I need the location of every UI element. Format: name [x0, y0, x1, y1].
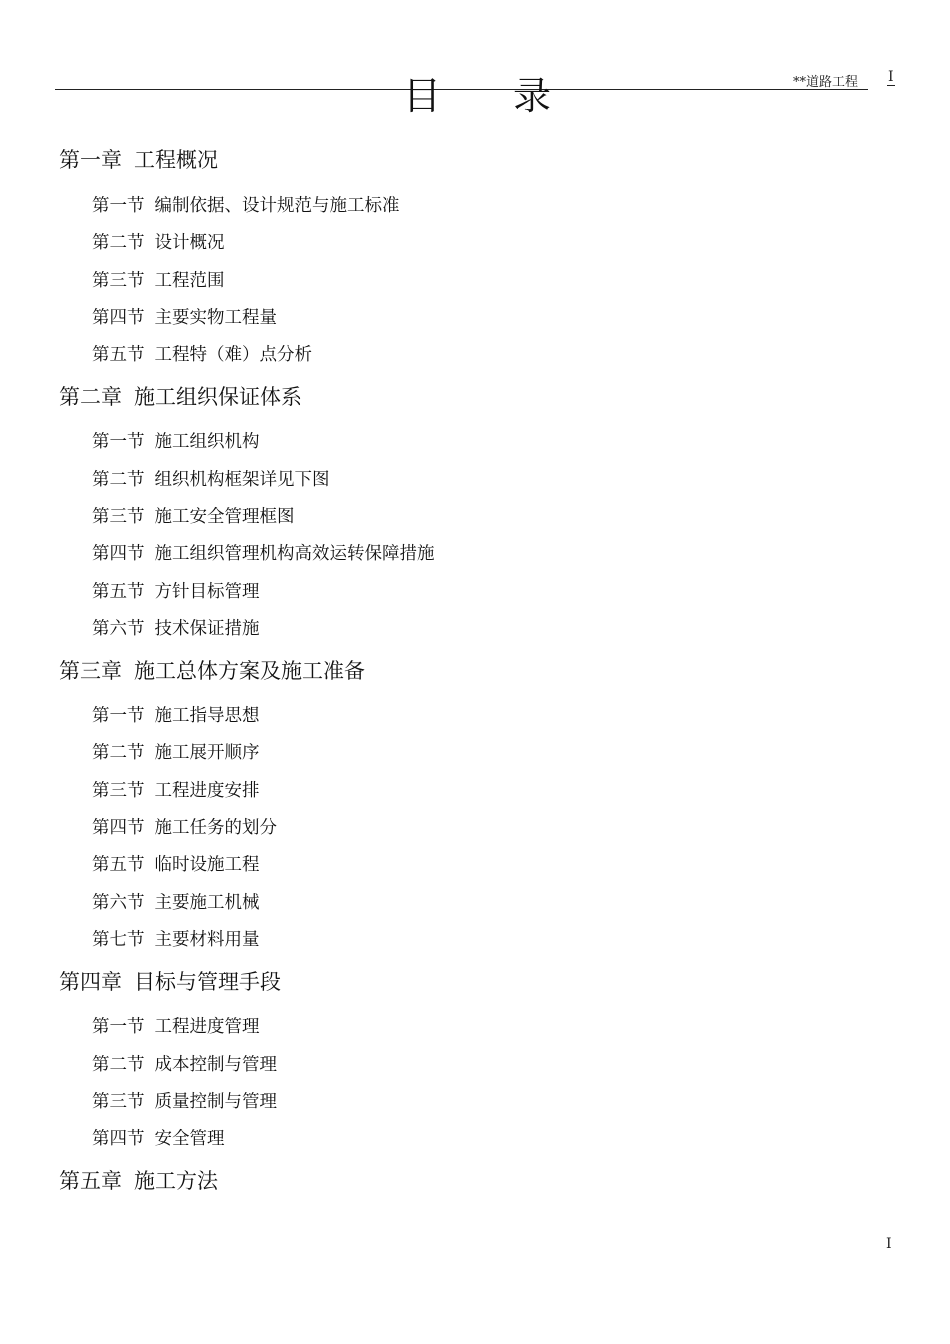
- toc-section-title: 施工展开顺序: [154, 743, 260, 763]
- toc-chapter[interactable]: [59, 147, 218, 173]
- toc-section[interactable]: [92, 742, 260, 764]
- toc-section-number: 第四节: [92, 308, 145, 328]
- toc-section-title: 组织机构框架详见下图: [154, 470, 330, 490]
- toc-section-number: 第五节: [92, 582, 145, 602]
- toc-section[interactable]: [92, 892, 260, 914]
- header-page-number: I: [888, 69, 894, 85]
- toc-section-title: 主要实物工程量: [154, 308, 277, 328]
- toc-section-title: 安全管理: [154, 1129, 225, 1149]
- toc-section[interactable]: [92, 854, 260, 876]
- toc-section-title: 主要施工机械: [154, 893, 260, 913]
- toc-chapter[interactable]: [59, 969, 281, 995]
- toc-chapter-number: 第二章: [59, 385, 122, 409]
- toc-section-title: 临时设施工程: [154, 855, 260, 875]
- toc-section-number: 第五节: [92, 855, 145, 875]
- toc-section[interactable]: [92, 817, 277, 839]
- toc-section-number: 第四节: [92, 544, 145, 564]
- toc-section[interactable]: [92, 1016, 260, 1038]
- toc-section[interactable]: [92, 431, 260, 453]
- toc-section[interactable]: [92, 618, 260, 640]
- toc-section[interactable]: [92, 1054, 277, 1076]
- toc-chapter-number: 第三章: [59, 659, 122, 683]
- toc-chapter-title: 施工方法: [134, 1169, 218, 1193]
- toc-section-number: 第三节: [92, 271, 145, 291]
- footer-page-number: I: [886, 1236, 892, 1252]
- toc-section[interactable]: [92, 270, 225, 292]
- toc-section-number: 第二节: [92, 1055, 145, 1075]
- toc-section-title: 工程范围: [154, 271, 225, 291]
- toc-section[interactable]: [92, 1128, 225, 1150]
- toc-chapter[interactable]: [59, 1168, 218, 1194]
- toc-section-title: 施工任务的划分: [154, 818, 277, 838]
- toc-chapter-title: 施工总体方案及施工准备: [134, 659, 365, 683]
- toc-section-number: 第一节: [92, 706, 145, 726]
- toc-section-number: 第五节: [92, 345, 145, 365]
- toc-section-title: 成本控制与管理: [154, 1055, 277, 1075]
- toc-section-number: 第二节: [92, 743, 145, 763]
- toc-section-number: 第一节: [92, 196, 145, 216]
- toc-section-title: 施工指导思想: [154, 706, 260, 726]
- toc-section-title: 工程进度安排: [154, 781, 260, 801]
- toc-section-number: 第三节: [92, 781, 145, 801]
- toc-section-number: 第七节: [92, 930, 145, 950]
- toc-section-number: 第三节: [92, 1092, 145, 1112]
- toc-section[interactable]: [92, 1091, 277, 1113]
- toc-section-title: 方针目标管理: [154, 582, 260, 602]
- toc-section-number: 第六节: [92, 619, 145, 639]
- toc-section-number: 第二节: [92, 470, 145, 490]
- toc-chapter-number: 第五章: [59, 1169, 122, 1193]
- toc-chapter[interactable]: [59, 384, 302, 410]
- toc-section[interactable]: [92, 195, 400, 217]
- toc-section-title: 设计概况: [154, 233, 225, 253]
- toc-section-title: 工程进度管理: [154, 1017, 260, 1037]
- toc-chapter-title: 施工组织保证体系: [134, 385, 302, 409]
- toc-section-title: 质量控制与管理: [154, 1092, 277, 1112]
- toc-section[interactable]: [92, 929, 260, 951]
- toc-section-number: 第一节: [92, 1017, 145, 1037]
- toc-section-title: 主要材料用量: [154, 930, 260, 950]
- toc-section[interactable]: [92, 780, 260, 802]
- toc-section-number: 第四节: [92, 1129, 145, 1149]
- toc-section[interactable]: [92, 506, 295, 528]
- toc-section-title: 编制依据、设计规范与施工标准: [154, 196, 400, 216]
- toc-section[interactable]: [92, 307, 277, 329]
- toc-section[interactable]: [92, 344, 312, 366]
- header-doc-name: **道路工程: [793, 75, 859, 90]
- toc-chapter-title: 目标与管理手段: [134, 970, 281, 994]
- toc-chapter-number: 第四章: [59, 970, 122, 994]
- toc-section-title: 技术保证措施: [154, 619, 260, 639]
- toc-section[interactable]: [92, 543, 435, 565]
- toc-chapter-number: 第一章: [59, 148, 122, 172]
- toc-section-number: 第四节: [92, 818, 145, 838]
- toc-section-title: 施工组织管理机构高效运转保障措施: [154, 544, 435, 564]
- toc-chapter-title: 工程概况: [134, 148, 218, 172]
- toc-section-title: 工程特（难）点分析: [154, 345, 312, 365]
- toc-section-number: 第一节: [92, 432, 145, 452]
- toc-section[interactable]: [92, 232, 225, 254]
- toc-section-number: 第三节: [92, 507, 145, 527]
- toc-section[interactable]: [92, 581, 260, 603]
- toc-section[interactable]: [92, 469, 330, 491]
- toc-section[interactable]: [92, 705, 260, 727]
- toc-chapter[interactable]: [59, 658, 365, 684]
- toc-section-number: 第二节: [92, 233, 145, 253]
- toc-section-number: 第六节: [92, 893, 145, 913]
- toc-section-title: 施工安全管理框图: [154, 507, 295, 527]
- toc-section-title: 施工组织机构: [154, 432, 260, 452]
- page-title: 目录: [403, 74, 624, 118]
